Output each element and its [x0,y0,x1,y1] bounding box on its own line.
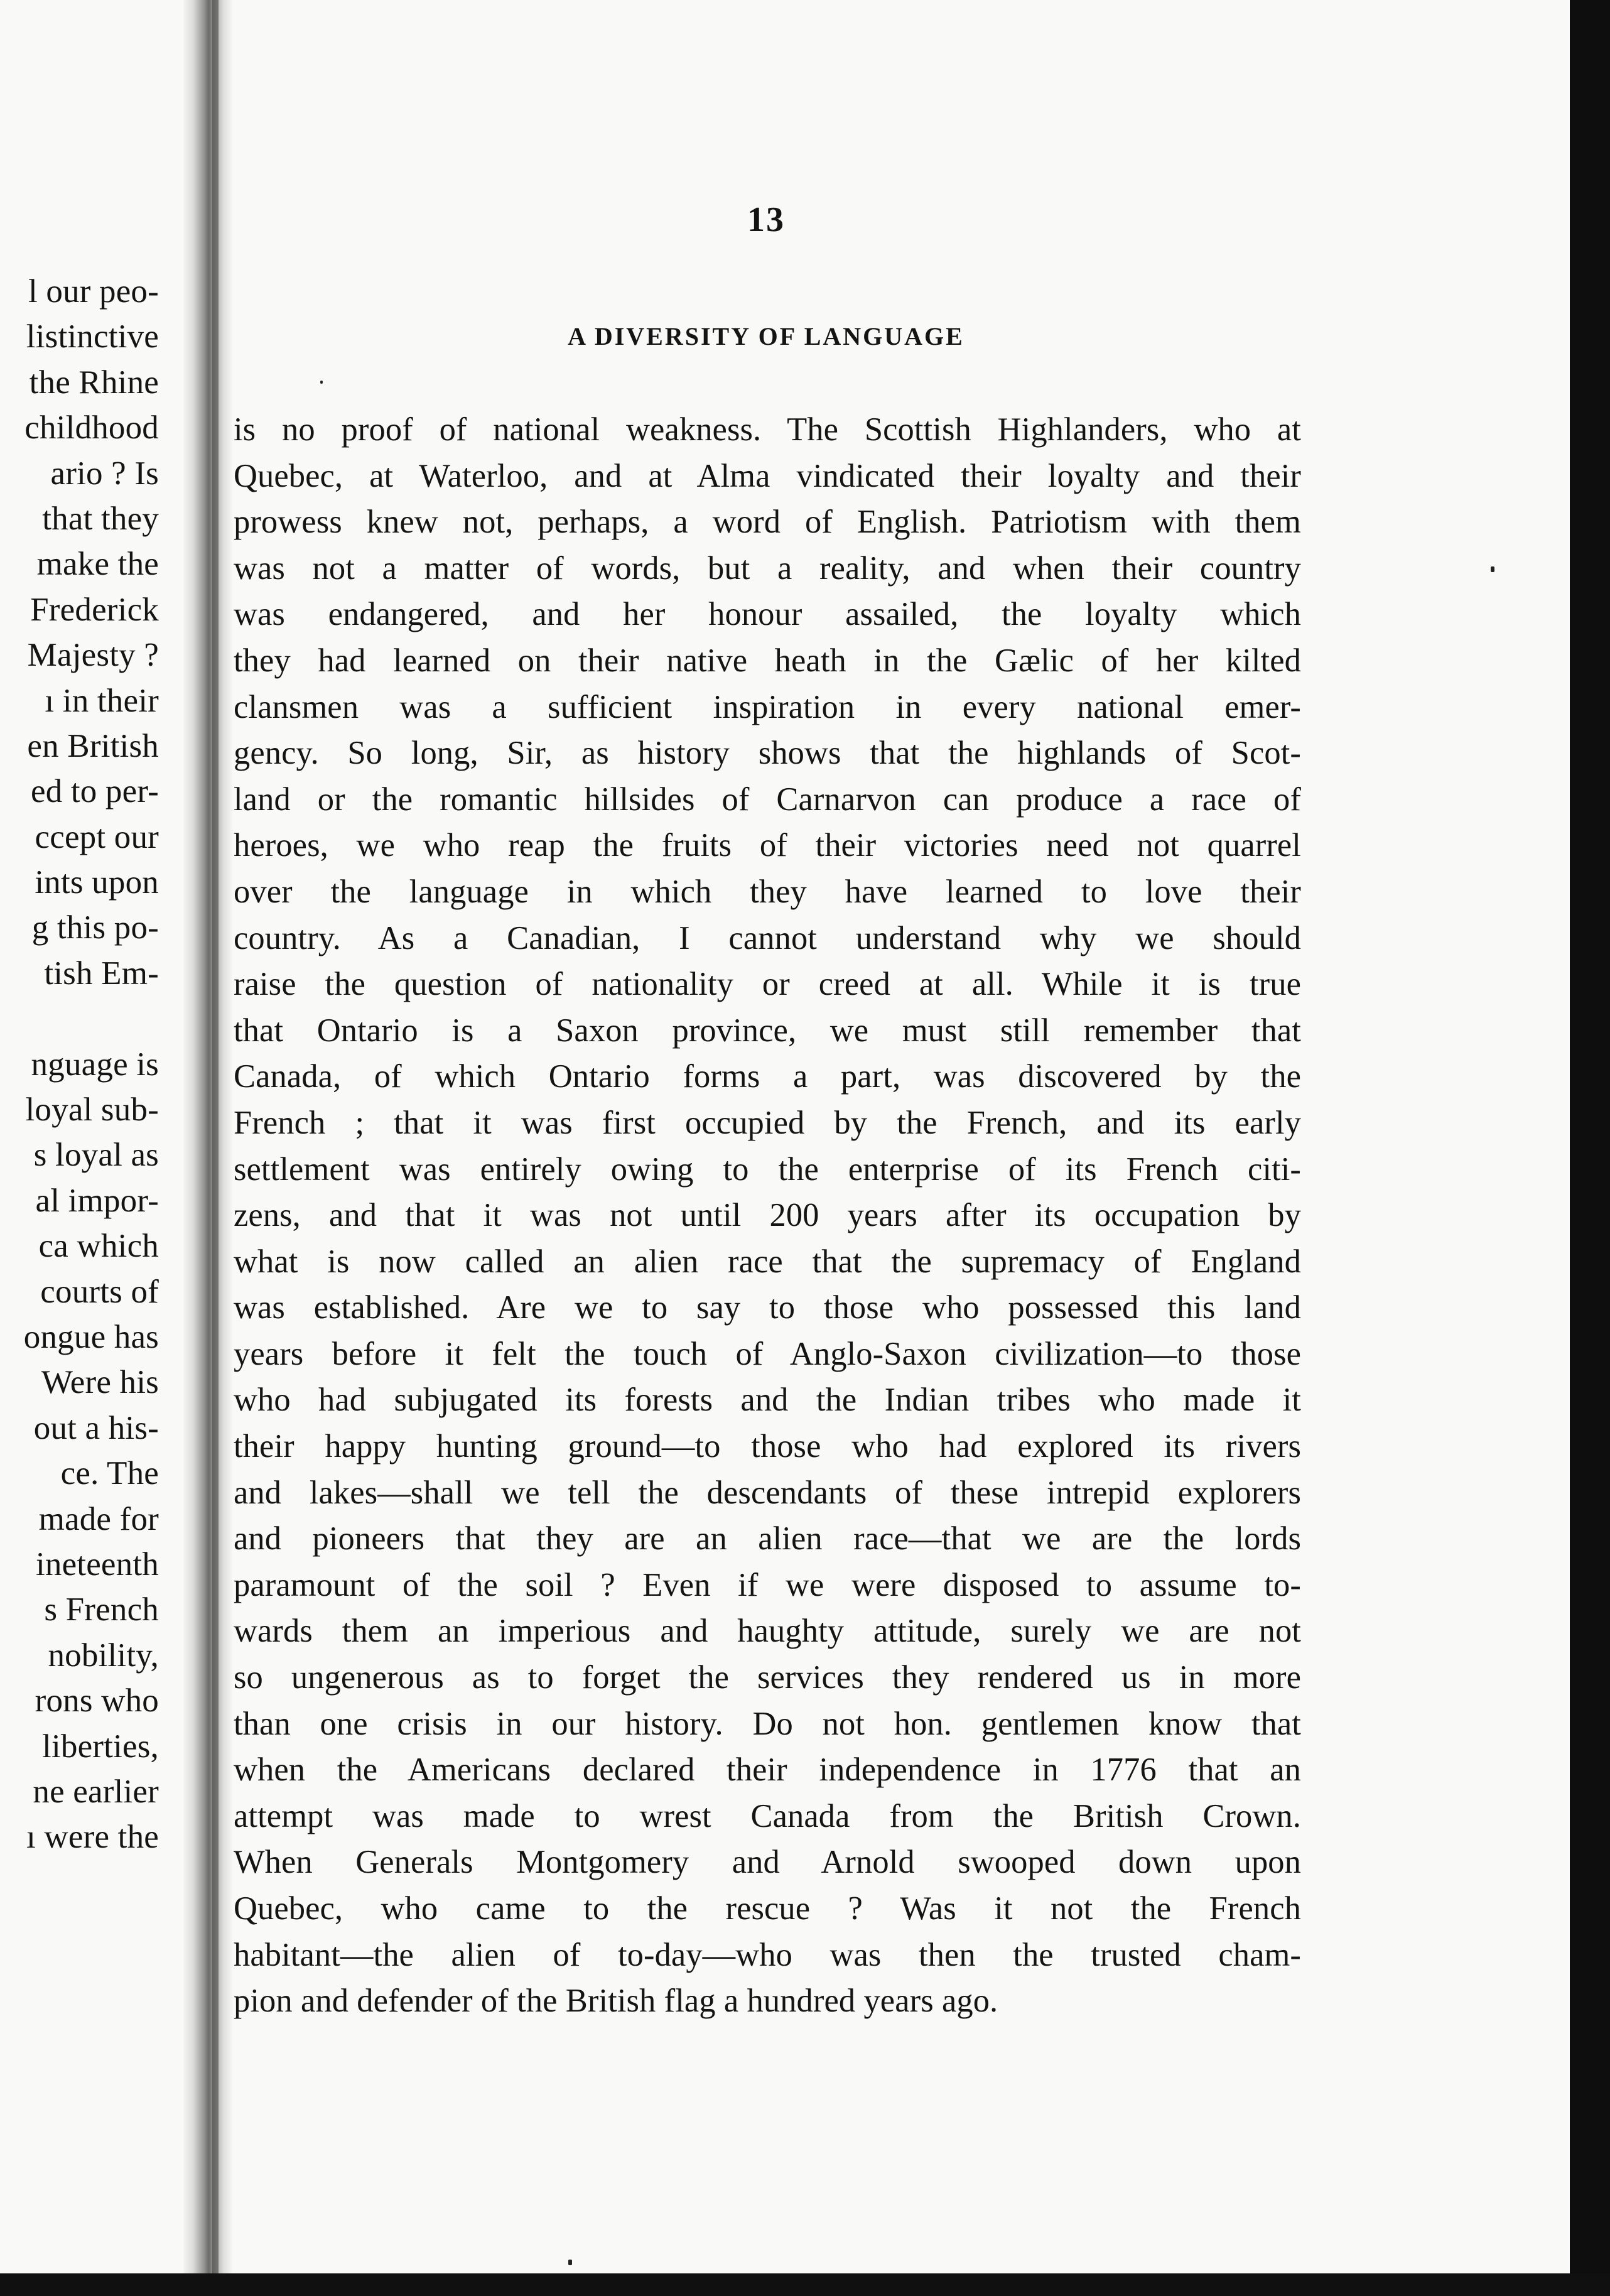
left-line: l our peo- [28,273,159,310]
text-line: who had subjugated its forests and the Indian tribes who made it [234,1382,1301,1419]
left-line: ongue has [23,1318,159,1355]
text-line: and lakes—shall we tell the descendants of these intrepid explorers [234,1474,1301,1511]
text-line: and pioneers that they are an alien race—that we are the lords [234,1520,1301,1557]
text-line: settlement was entirely owing to the enterprise of its French citi- [234,1151,1301,1188]
text-line: Quebec, at Waterloo, and at Alma vindicated their loyalty and their [234,457,1301,494]
scan-speck [1491,566,1494,572]
text-line: zens, and that it was not until 200 years after its occupation by [234,1197,1301,1234]
left-line: ne earlier [33,1773,159,1810]
text-line: French ; that it was first occupied by the French, and its early [234,1104,1301,1141]
text-line: Quebec, who came to the rescue ? Was it not the French [234,1890,1301,1927]
left-line: s loyal as [33,1137,159,1174]
text-line: was endangered, and her honour assailed, the loyalty which [234,596,1301,633]
left-line: s French [44,1591,159,1628]
left-line: rons who [35,1682,159,1719]
left-line: childhood [24,409,159,447]
left-line: ints upon [35,864,159,901]
left-line: ccept our [35,818,159,855]
scan-speck [320,381,323,384]
text-line: when the Americans declared their independence in 1776 that an [234,1752,1301,1789]
left-line: tish Em- [44,955,159,992]
text-line: they had learned on their native heath in the Gælic of her kilted [234,642,1301,679]
text-line: was not a matter of words, but a reality, and when their country [234,550,1301,587]
left-page-lines [0,269,160,1860]
text-line: gency. So long, Sir, as history shows that the highlands of Scot- [234,735,1301,772]
text-line: wards them an imperious and haughty attitude, surely we are not [234,1613,1301,1650]
left-line: the Rhine [29,364,159,401]
text-line: than one crisis in our history. Do not hon. gentlemen know that [234,1705,1301,1742]
text-line: country. As a Canadian, I cannot understand why we should [234,919,1301,956]
left-line: nobility, [48,1637,159,1674]
left-line: ario ? Is [50,455,159,492]
left-line: ineteenth [35,1546,159,1583]
text-line: paramount of the soil ? Even if we were disposed to assume to- [234,1566,1301,1603]
left-line: Were his [41,1364,159,1401]
left-line: Majesty ? [27,637,159,674]
page-number: 13 [747,200,785,239]
scan-border-bottom [0,2273,1610,2296]
text-line: that Ontario is a Saxon province, we must still remember that [234,1012,1301,1049]
text-line: habitant—the alien of to-day—who was then the trusted cham- [234,1936,1301,1973]
left-line-gap [0,996,159,1041]
left-line: out a his- [33,1409,159,1446]
left-line: ce. The [60,1455,159,1492]
left-line: en British [27,727,159,764]
left-line: made for [38,1500,159,1537]
left-line: ed to per- [30,773,159,810]
left-line: loyal sub- [25,1091,159,1129]
text-line: land or the romantic hillsides of Carnarvon can produce a race of [234,781,1301,818]
text-line: what is now called an alien race that the supremacy of England [234,1243,1301,1280]
left-line: courts of [40,1273,159,1310]
text-line: years before it felt the touch of Anglo-Saxon civilization—to those [234,1335,1301,1372]
left-line: nguage is [31,1046,159,1083]
text-line: When Generals Montgomery and Arnold swooped down upon [234,1844,1301,1881]
text-line: is no proof of national weakness. The Scottish Highlanders, who at [234,411,1301,448]
text-line: heroes, we who reap the fruits of their victories need not quarrel [234,827,1301,864]
text-line: pion and defender of the British flag a hundred years ago. [234,1983,998,2020]
text-line: prowess knew not, perhaps, a word of English. Patriotism with them [234,504,1301,541]
left-line: ı were the [26,1819,159,1856]
text-line: raise the question of nationality or creed at all. While it is true [234,966,1301,1003]
text-line: Canada, of which Ontario forms a part, was discovered by the [234,1058,1301,1095]
left-line: ı in their [45,682,159,719]
left-line: liberties, [42,1728,159,1765]
left-line: Frederick [30,591,159,628]
text-line: over the language in which they have learned to love their [234,873,1301,910]
text-line: attempt was made to wrest Canada from the British Crown. [234,1797,1301,1834]
body-text [234,407,1301,2025]
text-line: was established. Are we to say to those who possessed this land [234,1289,1301,1326]
left-line: al impor- [35,1182,159,1219]
left-line: that they [42,500,159,537]
left-line: ca which [38,1228,159,1265]
text-line: so ungenerous as to forget the services they rendered us in more [234,1659,1301,1696]
left-line: g this po- [31,909,159,946]
scan-speck [568,2260,572,2265]
text-line: their happy hunting ground—to those who had explored its rivers [234,1428,1301,1465]
scan-border-right [1570,0,1610,2296]
left-line: make the [36,546,159,583]
section-heading: A DIVERSITY OF LANGUAGE [568,322,964,350]
left-line: listinctive [26,318,159,355]
left-page-fragment [0,269,160,1860]
text-line: clansmen was a sufficient inspiration in every national emer- [234,688,1301,725]
